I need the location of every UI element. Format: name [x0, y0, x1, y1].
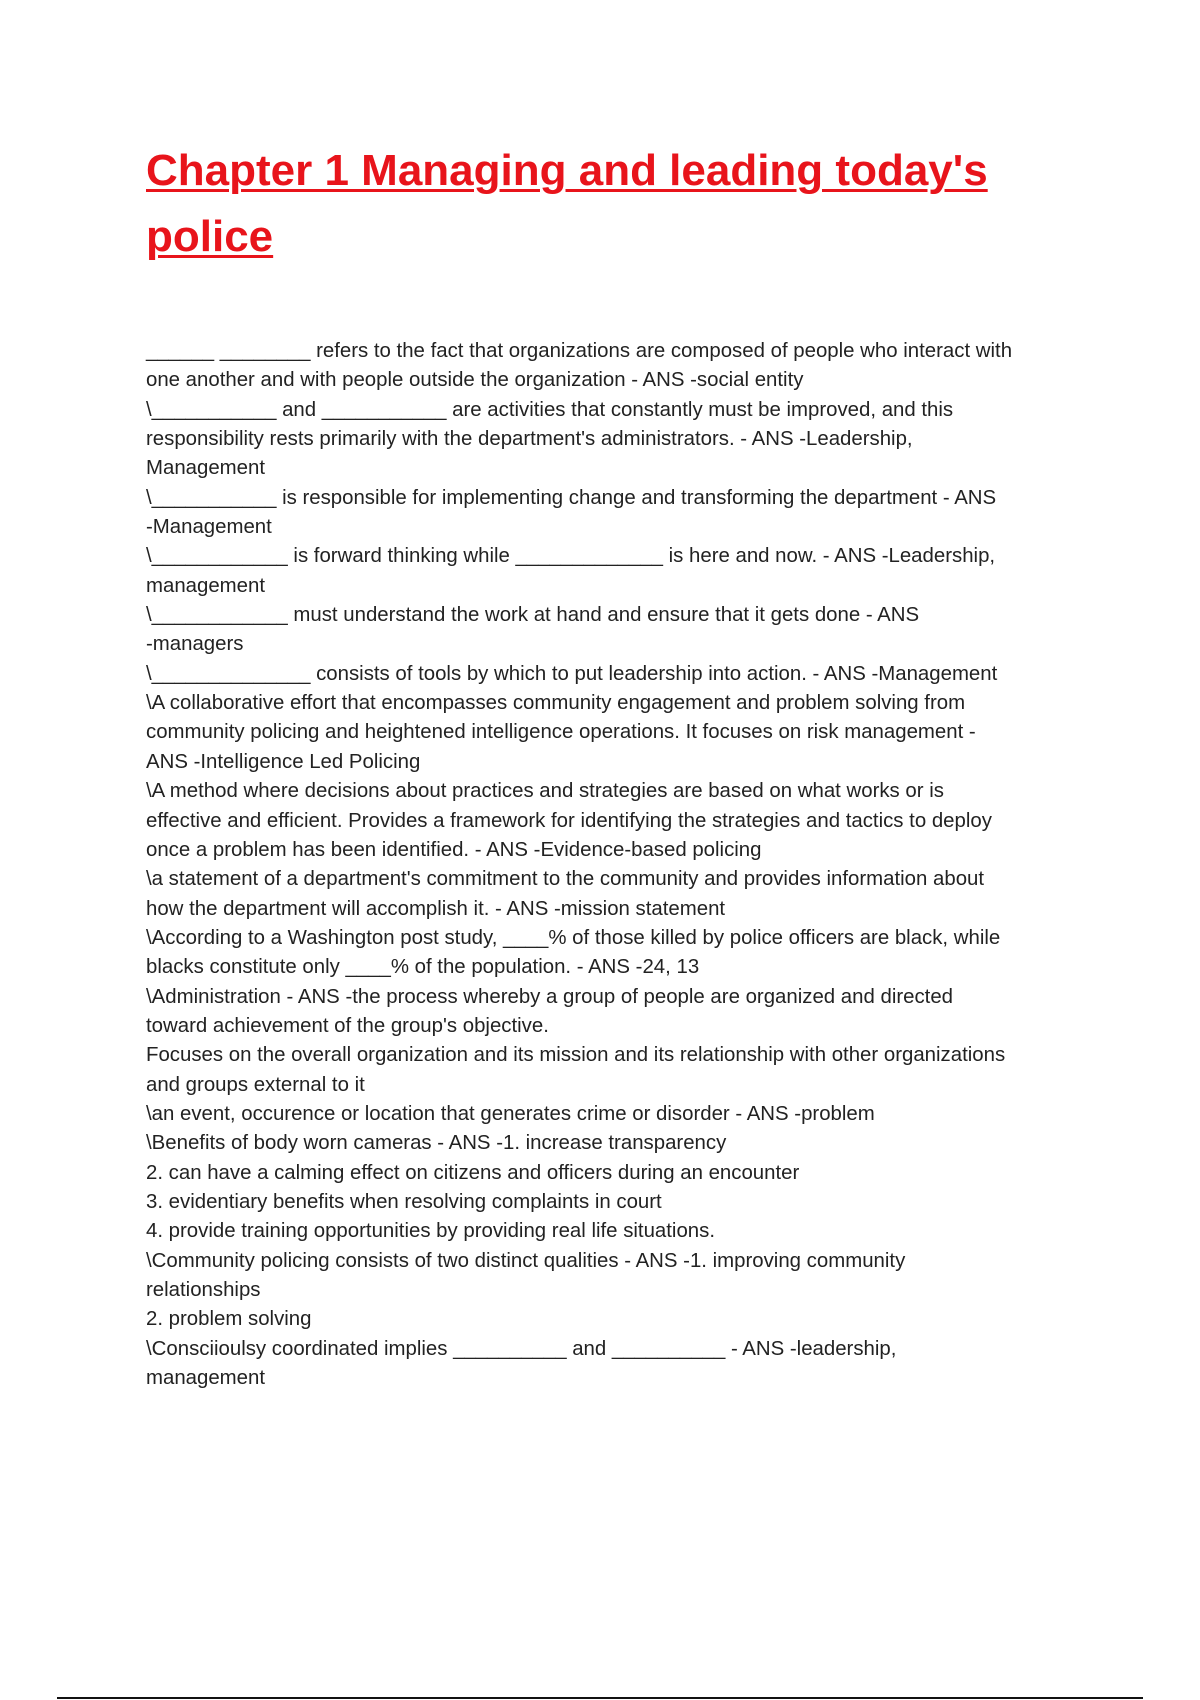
text-line: \According to a Washington post study, ____% of those killed by police officers are black, while: [146, 926, 1001, 949]
text-line: \Administration - ANS -the process whereby a group of people are organized and directed: [146, 985, 954, 1008]
text-line: 3. evidentiary benefits when resolving complaints in court: [146, 1190, 662, 1213]
text-line: \a statement of a department's commitment to the community and provides information about: [146, 868, 985, 891]
text-line: \___________ is responsible for implementing change and transforming the department - ANS: [146, 486, 997, 509]
document-body: [146, 337, 1096, 1393]
text-line: one another and with people outside the organization - ANS -social entity: [146, 369, 804, 392]
text-line: how the department will accomplish it. - ANS -mission statement: [146, 897, 726, 920]
text-line: relationships: [146, 1279, 261, 1301]
text-line: blacks constitute only ____% of the population. - ANS -24, 13: [146, 956, 700, 979]
text-line: \____________ is forward thinking while _____________ is here and now. - ANS -Leadership,: [146, 545, 996, 568]
text-line: \A collaborative effort that encompasses community engagement and problem solving from: [146, 692, 966, 715]
text-line: \___________ and ___________ are activities that constantly must be improved, and this: [146, 398, 954, 421]
text-line: management: [146, 1367, 266, 1390]
text-line: \Benefits of body worn cameras - ANS -1. increase transparency: [146, 1132, 727, 1155]
page-title: Chapter 1 Managing and leading today's police: [146, 146, 988, 261]
text-line: responsibility rests primarily with the department's administrators. - ANS -Leadership,: [146, 428, 913, 451]
text-line: toward achievement of the group's objective.: [146, 1014, 549, 1037]
text-line: -managers: [146, 633, 244, 656]
text-line: management: [146, 574, 266, 597]
text-line: 4. provide training opportunities by providing real life situations.: [146, 1220, 715, 1243]
text-line: 2. problem solving: [146, 1308, 312, 1331]
text-line: 2. can have a calming effect on citizens and officers during an encounter: [146, 1161, 800, 1184]
text-line: \______________ consists of tools by which to put leadership into action. - ANS -Management: [146, 662, 998, 685]
text-line: \an event, occurence or location that generates crime or disorder - ANS -problem: [146, 1102, 875, 1125]
text-line: \____________ must understand the work at hand and ensure that it gets done - ANS: [146, 604, 920, 627]
text-line: Focuses on the overall organization and its mission and its relationship with other organizations: [146, 1044, 1006, 1067]
text-line: Management: [146, 457, 266, 480]
text-line: \A method where decisions about practices and strategies are based on what works or is: [146, 780, 944, 803]
text-line: effective and efficient. Provides a framework for identifying the strategies and tactics to deploy: [146, 809, 992, 832]
page-bottom-divider: [57, 1697, 1143, 1699]
text-line: \Community policing consists of two distinct qualities - ANS -1. improving community: [146, 1249, 906, 1272]
text-line: \Consciioulsy coordinated implies __________ and __________ - ANS -leadership,: [146, 1337, 897, 1360]
text-line: once a problem has been identified. - ANS -Evidence-based policing: [146, 838, 762, 861]
text-line: ANS -Intelligence Led Policing: [146, 750, 421, 773]
text-line: and groups external to it: [146, 1073, 365, 1096]
text-line: community policing and heightened intelligence operations. It focuses on risk management -: [146, 721, 976, 744]
text-line: -Management: [146, 516, 272, 539]
text-line: ______ ________ refers to the fact that organizations are composed of people who interact with: [146, 340, 1013, 362]
